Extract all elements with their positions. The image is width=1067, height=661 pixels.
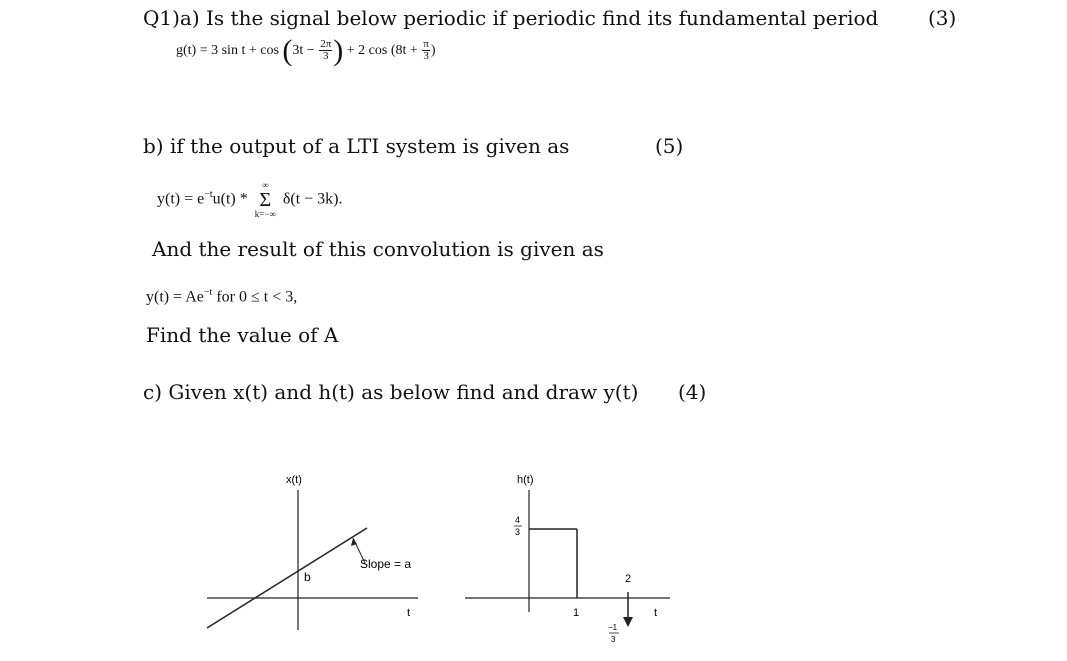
eq-paren-inner: 3t − bbox=[292, 43, 315, 58]
x-plot-ramp-line bbox=[207, 528, 367, 628]
h-plot-neg-num: −1 bbox=[608, 623, 618, 632]
h-t-graph bbox=[465, 470, 680, 655]
sigma-glyph: Σ bbox=[259, 188, 272, 211]
x-plot-ylabel: x(t) bbox=[286, 474, 302, 486]
right-paren: ) bbox=[333, 33, 344, 67]
eq1-mid: u(t) * bbox=[212, 190, 248, 208]
h-plot-tick-1: 1 bbox=[573, 607, 580, 619]
eq-end: ) bbox=[430, 43, 436, 58]
x-t-graph bbox=[200, 470, 460, 645]
q1b-marks: (5) bbox=[655, 134, 684, 158]
eq2-rhs: for 0 ≤ t < 3, bbox=[216, 288, 298, 306]
h-plot-neg-den: 3 bbox=[611, 635, 616, 644]
q1b-text-2: And the result of this convolution is given as bbox=[152, 237, 604, 261]
summation: ∞ Σ k=−∞ bbox=[254, 179, 276, 219]
h-plot-level-den: 3 bbox=[515, 527, 521, 537]
q1a-marks: (3) bbox=[928, 6, 957, 30]
frac-2pi-over-3: $\frac{2\pi}{3}$ bbox=[320, 38, 332, 63]
q1b-equation-1 bbox=[157, 168, 343, 222]
q1b-text-3: Find the value of A bbox=[146, 323, 339, 347]
eq1-exp: −t bbox=[204, 189, 213, 200]
eq2-exp: −t bbox=[203, 287, 213, 298]
left-paren: ( bbox=[282, 33, 293, 67]
x-plot-xlabel: t bbox=[407, 607, 411, 619]
h-plot-ylabel: h(t) bbox=[517, 474, 534, 486]
eq2-lhs: y(t) = Ae bbox=[146, 288, 204, 306]
eq-lhs: g(t) = 3 sin t + cos bbox=[176, 43, 279, 58]
h-plot-tick-2: 2 bbox=[625, 573, 632, 585]
eq1-rhs: δ(t − 3k). bbox=[282, 190, 343, 208]
eq-mid: + 2 cos (8t + bbox=[346, 43, 418, 58]
h-plot-xlabel: t bbox=[654, 607, 658, 619]
q1c-marks: (4) bbox=[678, 380, 707, 404]
q1b-title: b) if the output of a LTI system is given as bbox=[143, 134, 570, 158]
impulse-arrowhead bbox=[623, 617, 633, 627]
x-plot-slope-label: Slope = a bbox=[360, 557, 412, 571]
x-plot-intercept-label: b bbox=[304, 570, 311, 584]
h-plot-level-num: 4 bbox=[515, 515, 521, 525]
eq1-lhs: y(t) = e bbox=[157, 190, 205, 208]
frac-pi-over-3: $\frac{\pi}{3}$ bbox=[423, 38, 429, 63]
q1a-title: Q1)a) Is the signal below periodic if periodic find its fundamental period bbox=[143, 6, 879, 30]
q1c-title: c) Given x(t) and h(t) as below find and draw y(t) bbox=[143, 380, 639, 404]
q1b-equation-2 bbox=[146, 287, 297, 306]
q1a-equation bbox=[176, 34, 436, 68]
